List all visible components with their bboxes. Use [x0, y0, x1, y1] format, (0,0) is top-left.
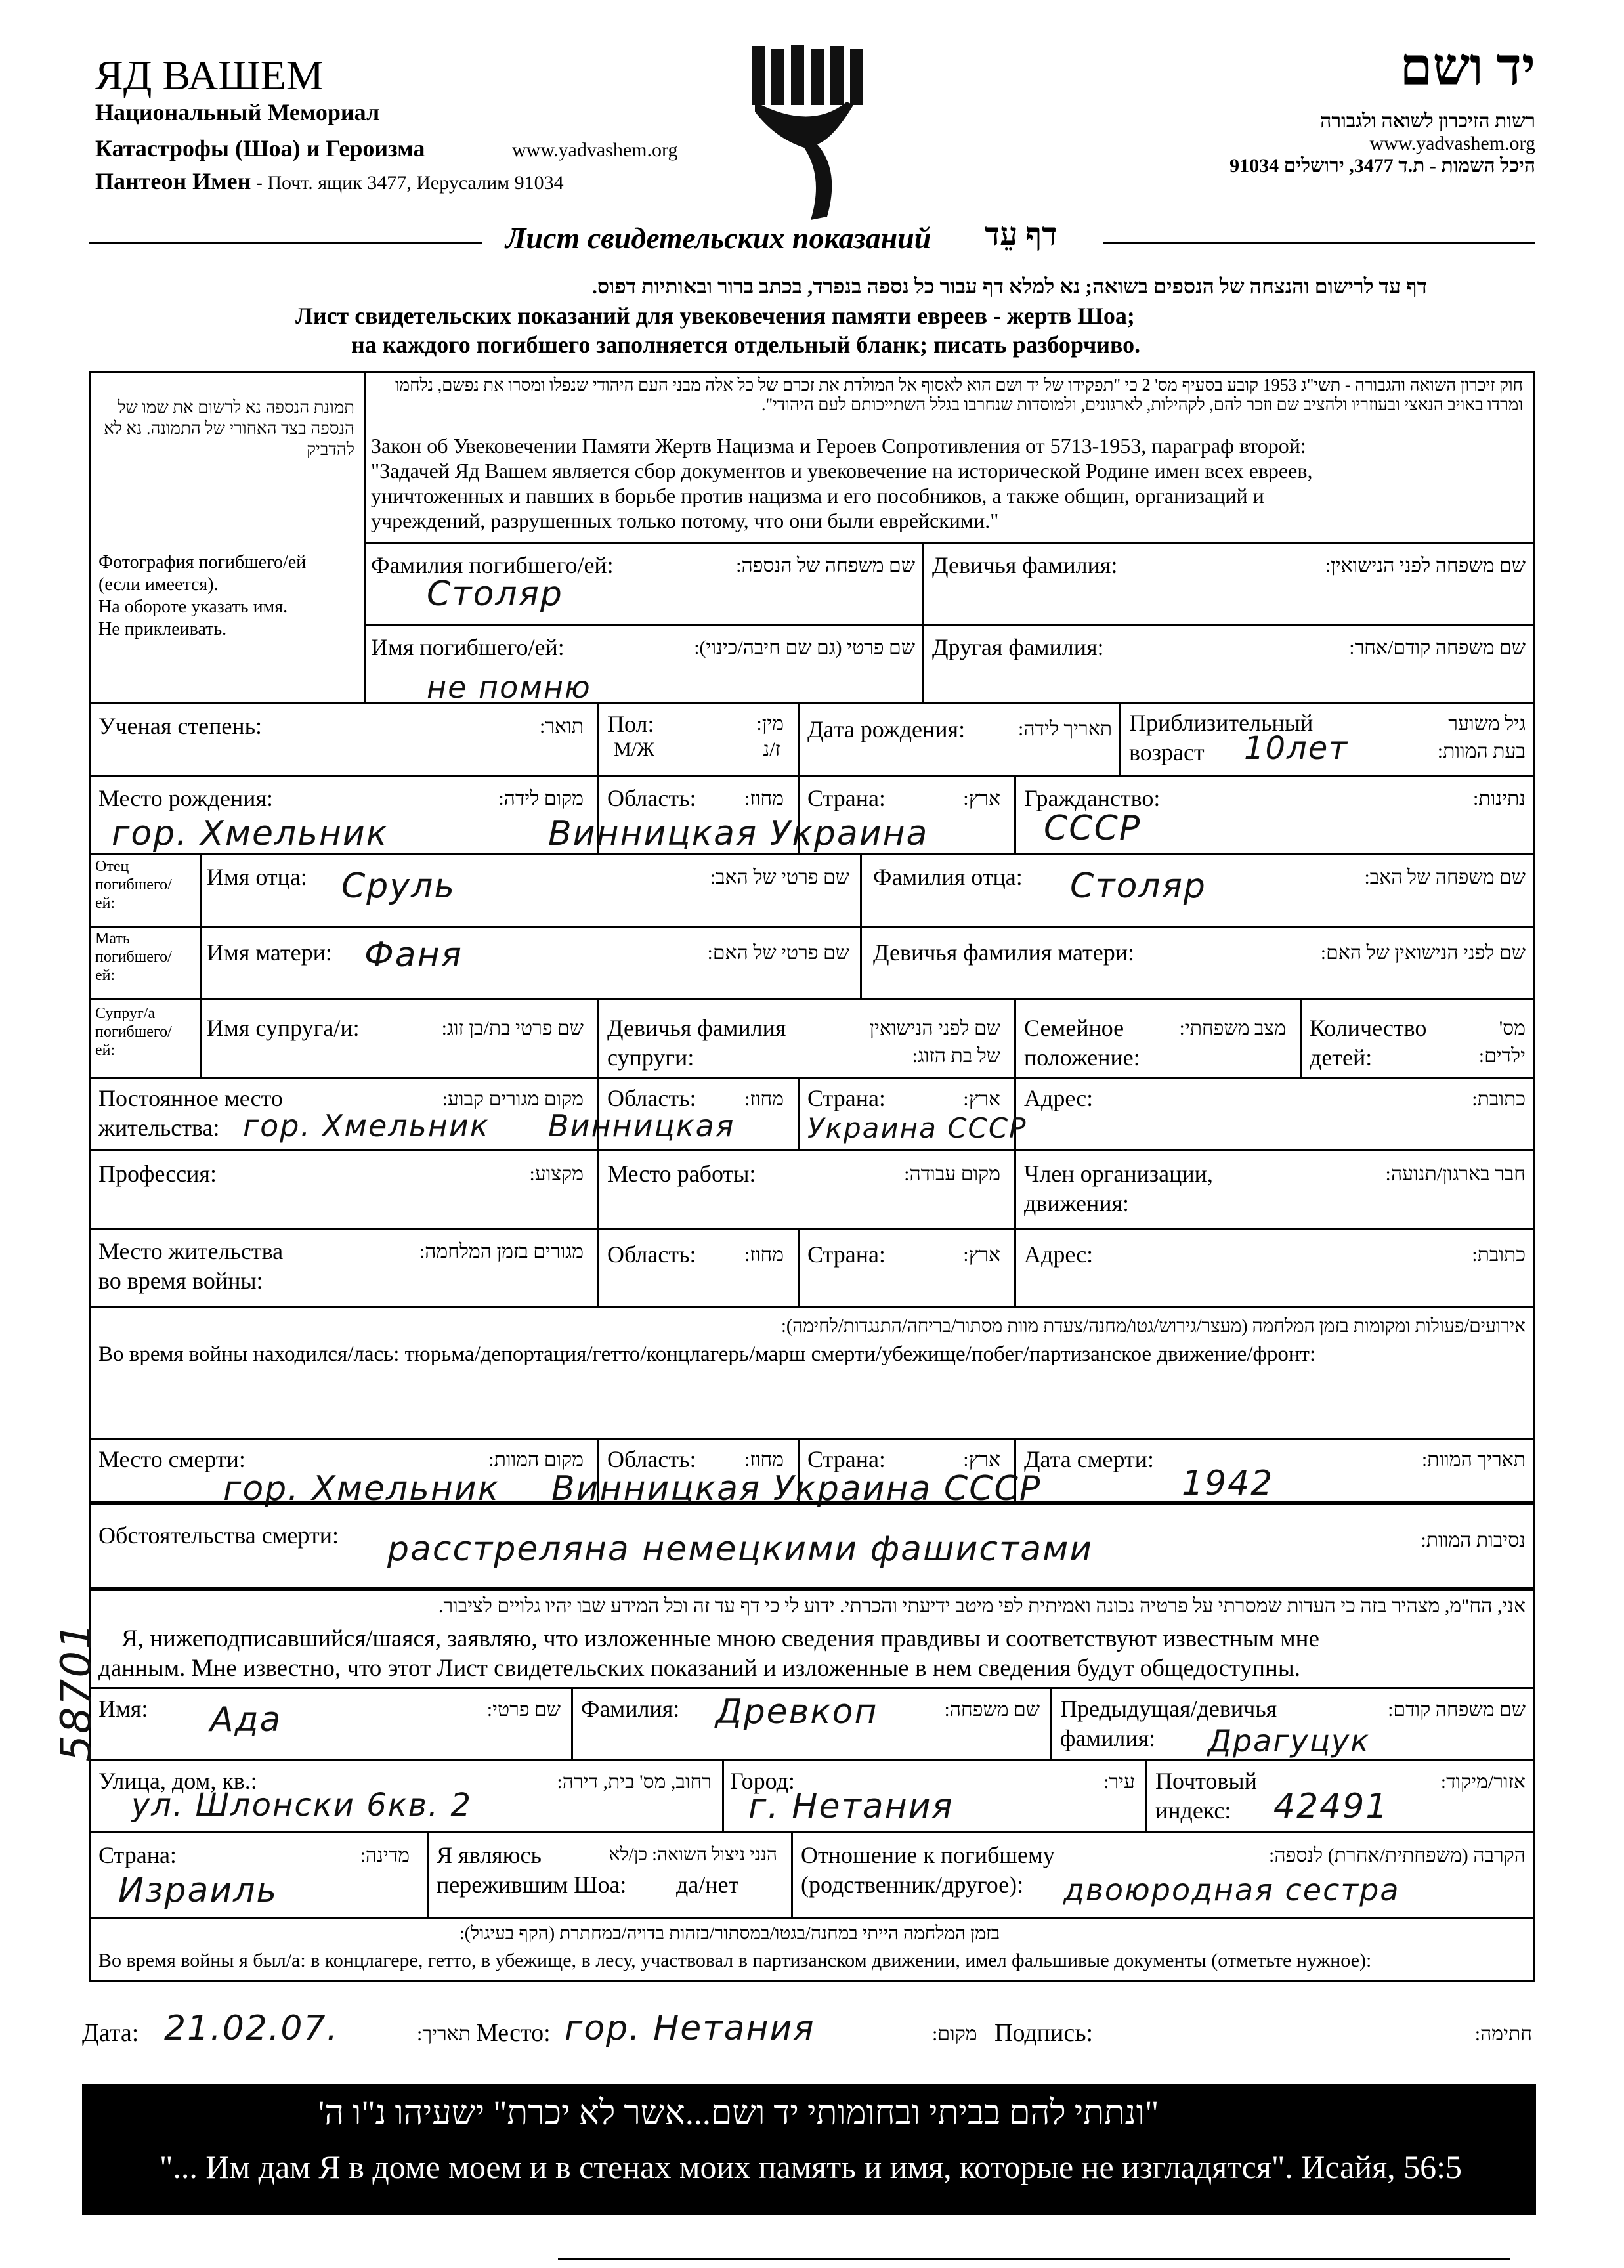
photo-instructions-ru	[98, 551, 306, 641]
marital-label-he: מצב משפחתי:	[1179, 1017, 1286, 1039]
row-line	[89, 926, 1535, 928]
birth-region-label-ru: Область:	[607, 785, 696, 811]
ru-header-line1: Национальный Мемориал	[95, 99, 380, 125]
deathdate-label-he: תאריך המוות:	[1421, 1449, 1526, 1470]
ru-header-line3	[95, 167, 564, 195]
firstname-label-he: שם פרטי (גם שם חיבה/כינוי):	[694, 637, 915, 658]
title-rule-left	[89, 242, 482, 244]
profession-label-he: מקצוע:	[529, 1163, 584, 1185]
circumstances-label-ru: Обстоятельства смерти:	[98, 1522, 339, 1549]
residence-region-label-ru: Область:	[607, 1085, 696, 1111]
spouse-maiden-label-ru2: супруги:	[607, 1044, 694, 1071]
col-line	[427, 1831, 429, 1917]
witness-surname-label-ru: Фамилия:	[581, 1696, 680, 1722]
row-line	[89, 1077, 1535, 1079]
residence-region-label-he: מחוז:	[744, 1088, 784, 1110]
law-ru-3: учреждений, разрушенных только потому, что они были еврейскими."	[371, 509, 999, 532]
birth-country-label-ru: Страна:	[807, 785, 886, 811]
col-line	[791, 1831, 793, 1917]
surname-label-he: שם משפחה של הנספה:	[736, 555, 915, 576]
instructions-ru-2: на каждого погибшего заполняется отдельный бланк; писать разборчиво.	[351, 332, 1141, 358]
ru-header-line2: Катастрофы (Шоа) и Героизма	[95, 135, 425, 161]
photo-ru-2: (если имеется).	[98, 574, 219, 595]
row-line	[89, 1438, 1535, 1440]
col-line	[1050, 1687, 1052, 1759]
ru-header-website: www.yadvashem.org	[512, 139, 678, 161]
mother-maiden-label-he: שם לפני הנישואין של האם:	[1320, 942, 1526, 964]
war-region-label-he: מחוז:	[744, 1244, 784, 1266]
maiden-label-he: שם משפחה לפני הנישואין:	[1325, 555, 1526, 576]
col-line	[1014, 998, 1016, 1077]
side-number: 58701	[52, 1621, 101, 1762]
row-line	[89, 775, 1535, 777]
he-header-line1: רשות הזיכרון לשואה ולגבורה	[1320, 110, 1535, 132]
witness-prev-label-he: שם משפחה קודם:	[1388, 1699, 1526, 1721]
witness-surname-label-he: שם משפחה:	[944, 1699, 1040, 1721]
birthplace-label-ru: Место рождения:	[98, 785, 274, 811]
col-line	[597, 702, 599, 775]
deathdate-value[interactable]: 1942	[1182, 1464, 1274, 1503]
signature-label-he: חתימה:	[1474, 2023, 1532, 2045]
residence-region-value[interactable]: Винницкая	[548, 1108, 735, 1144]
ru-header-pantheon: Пантеон Имен	[95, 168, 251, 194]
war-country-label-ru: Страна:	[807, 1241, 886, 1268]
residence-country-label-ru: Страна:	[807, 1085, 886, 1111]
death-region-label-he: מחוז:	[744, 1449, 784, 1470]
witness-country-label-ru: Страна:	[98, 1842, 177, 1868]
war-address-label-he: כתובת:	[1472, 1244, 1526, 1266]
father-name-label-ru: Имя отца:	[207, 864, 307, 890]
spouse-name-label-he: שם פרטי בת/בן זוג:	[441, 1017, 584, 1039]
col-line	[597, 998, 599, 1077]
deathplace-label-ru: Место смерти:	[98, 1446, 246, 1472]
birthplace-label-he: מקום לידה:	[498, 788, 584, 809]
row-line	[89, 702, 1535, 704]
footer-quote-ru: "... Им дам Я в доме моем и в стенах моих память и имя, которые не изгладятся". Исайя, 56:5	[159, 2149, 1463, 2185]
residence-label-he: מקום מגורים קבוע:	[442, 1088, 584, 1110]
citizenship-label-he: נתינות:	[1473, 788, 1526, 809]
spouse-side-label: Супруг/а погибшего/ ей:	[95, 1005, 172, 1059]
photo-divider	[364, 371, 366, 702]
war-address-label-ru: Адрес:	[1024, 1241, 1094, 1268]
other-surname-label-ru: Другая фамилия:	[932, 634, 1104, 660]
witness-prev-value[interactable]: Драгуцук	[1208, 1723, 1371, 1759]
dob-label-he: תאריך לידה:	[1017, 718, 1112, 740]
he-header-website: www.yadvashem.org	[1369, 133, 1535, 154]
residence-label-ru2: жительства:	[98, 1115, 220, 1141]
war-residence-label-ru1: Место жительства	[98, 1238, 284, 1264]
father-surname-label-ru: Фамилия отца:	[873, 864, 1023, 890]
father-name-value[interactable]: Сруль	[341, 867, 456, 906]
col-line	[200, 853, 202, 1077]
witness-country-value[interactable]: Израиль	[118, 1871, 278, 1910]
col-line	[798, 1228, 800, 1306]
surname-label-ru: Фамилия погибшего/ей:	[371, 552, 614, 578]
place-label-he: מקום:	[932, 2023, 977, 2045]
row-line	[89, 1149, 1535, 1151]
degree-label-ru: Ученая степень:	[98, 713, 262, 739]
father-surname-label-he: שם משפחה של האב:	[1364, 867, 1526, 888]
other-surname-label-he: שם משפחה קודם/אחר:	[1349, 637, 1526, 658]
marital-label-ru1: Семейное	[1024, 1015, 1124, 1041]
witness-street-label-he: רחוב, מס' בית, דירה:	[557, 1771, 712, 1793]
witness-name-label-ru: Имя:	[98, 1696, 148, 1722]
member-label-ru2: движения:	[1024, 1190, 1130, 1216]
photo-instructions-he: תמונת הנספה נא לרשום את שמו של הנספה בצד האחורי של התמונה. נא לא להדביק	[104, 398, 354, 459]
col-line	[1145, 1759, 1147, 1831]
war-events-label-ru: Во время войны находился/лась: тюрьма/депортация/гетто/концлагерь/марш смерти/убежище/побег/партизанское движение/фронт:	[98, 1342, 1316, 1366]
row-line	[89, 1831, 1535, 1833]
workplace-label-ru: Место работы:	[607, 1161, 756, 1187]
row-line	[89, 853, 1535, 855]
address-label-ru: Адрес:	[1024, 1085, 1094, 1111]
title-rule-right	[1103, 242, 1535, 244]
age-label-he2: בעת המוות:	[1437, 740, 1526, 762]
photo-ru-4: Не приклеивать.	[98, 619, 227, 639]
form-title-he: דף עֵד	[985, 217, 1058, 252]
profession-label-ru: Профессия:	[98, 1161, 217, 1187]
form-title-ru: Лист свидетельских показаний	[505, 221, 931, 255]
row-line	[89, 1759, 1535, 1761]
law-ru-2: уничтоженных и павших в борьбе против нацизма и его пособников, а также общин, организаций и	[371, 484, 1264, 507]
col-line	[571, 1687, 573, 1759]
age-label-he1: גיל משוער	[1448, 713, 1526, 735]
war-residence-label-ru2: во время войны:	[98, 1268, 263, 1294]
law-ru-intro: Закон об Увековечении Памяти Жертв Нацизма и Героев Сопротивления от 5713-1953, параграф второй:	[371, 434, 1306, 458]
children-label-ru1: Количество	[1310, 1015, 1427, 1041]
law-ru-1: "Задачей Яд Вашем является сбор документов и увековечение на исторической Родине имен всех евреев,	[371, 459, 1313, 482]
maiden-label-ru: Девичья фамилия:	[932, 552, 1118, 578]
ru-header-address: - Почт. ящик 3477, Иерусалим 91034	[251, 172, 564, 194]
marital-label-ru2: положение:	[1024, 1044, 1140, 1071]
photo-ru-1: Фотография погибшего/ей	[98, 552, 307, 572]
mother-side-label: Мать погибшего/ ей:	[95, 930, 172, 984]
footer-code: 2006/07	[1510, 2093, 1534, 2166]
col-line	[1014, 1077, 1016, 1306]
survivor-label-ru2: пережившим Шоа:	[437, 1872, 627, 1898]
date-label-ru: Дата:	[82, 2019, 139, 2047]
declaration-he: אני, הח"מ, מצהיר בזה כי העדות שמסרתי על פרטיה נכונה ואמיתית לפי מיטב ידיעתי והכרתי. ידוע לי כי דף עד זה וכל המידע שבו יהיו גלויים לציבור.	[438, 1595, 1526, 1617]
he-header-title: יד ושם	[1400, 39, 1535, 96]
deathdate-label-ru: Дата смерти:	[1024, 1446, 1155, 1472]
relation-value[interactable]: двоюродная сестра	[1063, 1872, 1400, 1908]
witness-prev-label-ru1: Предыдущая/девичья	[1060, 1696, 1277, 1722]
col-line	[1014, 775, 1016, 853]
declaration-ru-1: Я, нижеподписавшийся/шаяся, заявляю, что изложенные мною сведения правдивы и соответствуют известным мне	[121, 1625, 1319, 1652]
relation-label-he: הקרבה (משפחתית/אחרת) לנספה:	[1269, 1845, 1526, 1866]
bottom-rule	[558, 2258, 1510, 2260]
member-label-ru1: Член организации,	[1024, 1161, 1213, 1187]
declaration-ru-2: данным. Мне известно, что этот Лист свидетельских показаний и изложенные в нем сведения будут общедоступны.	[98, 1655, 1300, 1682]
children-label-he1: מס'	[1499, 1017, 1526, 1039]
row-line	[89, 998, 1535, 1000]
spouse-maiden-label-he2: של בת הזוג:	[912, 1045, 1000, 1067]
citizenship-label-ru: Гражданство:	[1024, 785, 1161, 811]
col-line	[798, 702, 800, 775]
father-side-label: Отец погибшего/ ей:	[95, 858, 172, 912]
birthplace-value[interactable]: гор. Хмельник	[112, 814, 389, 853]
yad-vashem-logo	[748, 39, 873, 226]
witness-name-label-he: שם פרטי:	[486, 1699, 561, 1721]
survivor-yes-no[interactable]: да/нет	[676, 1872, 739, 1898]
death-country-label-he: ארץ:	[963, 1449, 1000, 1470]
instructions-ru-1: Лист свидетельских показаний для увековечения памяти евреев - жертв Шоа;	[295, 303, 1135, 329]
death-region-country-value[interactable]: Винницкая Украина СССР	[551, 1469, 1042, 1508]
deathplace-label-he: מקום המוות:	[488, 1449, 584, 1470]
spouse-maiden-label-he1: שם לפני הנישואין	[869, 1017, 1000, 1039]
firstname-value[interactable]: не помню	[427, 670, 591, 705]
citizenship-value[interactable]: СССР	[1044, 809, 1142, 848]
firstname-label-ru: Имя погибшего/ей:	[371, 634, 565, 660]
dob-label-ru: Дата рождения:	[807, 716, 966, 742]
row-line	[89, 1917, 1535, 1919]
law-text-ru	[371, 433, 1526, 533]
col-line	[1300, 998, 1302, 1077]
war-country-label-he: ארץ:	[963, 1244, 1000, 1266]
date-label-he: תאריך:	[417, 2023, 471, 2045]
circumstances-label-he: נסיבות המוות:	[1421, 1530, 1526, 1551]
member-label-he: חבר בארגון/תנועה:	[1385, 1163, 1526, 1185]
witness-city-label-ru: Город:	[730, 1768, 795, 1794]
mother-name-value[interactable]: Фаня	[364, 935, 463, 975]
children-label-he2: ילדים:	[1478, 1045, 1526, 1067]
birth-region-country-value[interactable]: Винницкая Украина	[548, 814, 929, 853]
war-region-label-ru: Область:	[607, 1241, 696, 1268]
during-war-ru: Во время войны я был/а: в концлагере, гетто, в убежище, в лесу, участвовал в партизанском движении, имел фальшивые документы (отметьте нужное):	[98, 1950, 1372, 1971]
father-name-label-he: שם פרטי של האב:	[710, 867, 849, 888]
relation-label-ru2: (родственник/другое):	[801, 1872, 1024, 1898]
row-line	[89, 1306, 1535, 1308]
sex-label-ru: Пол:	[607, 711, 654, 737]
war-events-label-he: אירועים/פעולות ומקומות בזמן המלחמה (מעצר/גירוש/גטו/מחנה/צעדת מוות מסתור/בריחה/התנגדות/לחימה):	[781, 1316, 1526, 1337]
law-text-he: חוק זיכרון השואה והגבורה - תשי"ג 1953 קובע בסעיף מס' 2 כי "תפקידו של יד ושם הוא לאסוף אל המולדת את זכרם של כל אלה מבני העם היהודי שנפלו ומסרו את נפשם, נלחמו ומרדו באויב הנאצי ובעוזריו ולהציב שם וזכר להם, לקהילות, לארגונים, ולמוסדות שנחרבו בגלל השתייכותם לעם היהודי".	[395, 375, 1523, 414]
deathplace-value[interactable]: гор. Хмельник	[223, 1469, 500, 1508]
place-value[interactable]: гор. Нетания	[565, 2009, 815, 2048]
witness-zip-label-he: אזור/מיקוד:	[1440, 1771, 1526, 1793]
relation-label-ru1: Отношение к погибшему	[801, 1842, 1055, 1868]
during-war-he: בזמן המלחמה הייתי במחנה/בגטו/במסתור/בזהות בדויה/במחתרת (הקף בעיגול):	[459, 1923, 1000, 1944]
witness-street-value[interactable]: ул. Шлонски 6кв. 2	[131, 1787, 473, 1824]
witness-zip-label-ru2: индекс:	[1155, 1797, 1231, 1824]
col-line	[1119, 702, 1121, 775]
residence-label-ru1: Постоянное место	[98, 1085, 283, 1111]
witness-surname-value[interactable]: Древкоп	[716, 1692, 878, 1732]
sex-options-he: ז/נ	[763, 738, 780, 760]
signature-label-ru: Подпись:	[994, 2019, 1094, 2047]
row-line	[89, 1687, 1535, 1689]
mother-maiden-label-ru: Девичья фамилия матери:	[873, 939, 1135, 966]
row-line	[364, 624, 1535, 626]
residence-city-value[interactable]: гор. Хмельник	[243, 1108, 490, 1144]
witness-street-label-ru: Улица, дом, кв.:	[98, 1768, 257, 1794]
witness-city-label-he: עיר:	[1103, 1771, 1135, 1793]
witness-name-value[interactable]: Ада	[210, 1700, 282, 1740]
age-label-ru2: возраст	[1129, 739, 1205, 765]
col-line	[798, 1077, 800, 1149]
birth-country-label-he: ארץ:	[963, 788, 1000, 809]
address-label-he: כתובת:	[1472, 1088, 1526, 1110]
sex-options-ru: М/Ж	[614, 738, 654, 760]
death-region-label-ru: Область:	[607, 1446, 696, 1472]
he-header-line2: היכל השמות - ת.ד 3477, ירושלים 91034	[1229, 155, 1535, 177]
footer-quote-he: "ונתתי להם בביתי ובחומותי יד ושם...אשר לא יכרת" ישעיהו נ"ו ה'	[318, 2095, 1159, 2132]
instructions-he: דף עד לרישום והנצחה של הנספים בשואה; נא למלא דף עבור כל נספה בנפרד, בכתב ברור ובאותיות דפוס.	[591, 274, 1427, 298]
date-value[interactable]: 21.02.07.	[164, 2009, 339, 2048]
birth-region-label-he: מחוז:	[744, 788, 784, 809]
witness-zip-label-ru1: Почтовый	[1155, 1768, 1257, 1794]
witness-city-value[interactable]: г. Нетания	[748, 1787, 954, 1826]
residence-country-label-he: ארץ:	[963, 1088, 1000, 1110]
residence-country-value[interactable]: Украина СССР	[807, 1112, 1027, 1144]
age-value[interactable]: 10лет	[1244, 730, 1349, 767]
survivor-label-ru1: Я являюсь	[437, 1842, 542, 1868]
col-line	[922, 542, 924, 702]
children-label-ru2: детей:	[1310, 1044, 1373, 1071]
witness-country-label-he: מדינה:	[360, 1845, 410, 1866]
father-surname-value[interactable]: Столяр	[1070, 867, 1207, 906]
place-label-ru: Место:	[476, 2019, 551, 2047]
row-line	[364, 542, 1535, 544]
degree-label-he: תואר:	[539, 716, 584, 737]
spouse-maiden-label-ru1: Девичья фамилия	[607, 1015, 786, 1041]
mother-name-label-ru: Имя матери:	[207, 939, 332, 966]
row-line	[89, 1228, 1535, 1230]
age-label-ru1: Приблизительный	[1129, 710, 1314, 736]
sex-label-he: מין:	[756, 713, 784, 735]
circumstances-value[interactable]: расстреляна немецкими фашистами	[387, 1530, 1094, 1569]
death-country-label-ru: Страна:	[807, 1446, 886, 1472]
col-line	[722, 1759, 724, 1831]
photo-ru-3: На обороте указать имя.	[98, 597, 288, 617]
ru-header-title: ЯД ВАШЕМ	[95, 52, 324, 98]
spouse-name-label-ru: Имя супруга/и:	[207, 1015, 360, 1041]
witness-prev-label-ru2: фамилия:	[1060, 1725, 1156, 1751]
war-residence-label-he: מגורים בזמן המלחמה:	[419, 1241, 584, 1262]
witness-zip-value[interactable]: 42491	[1273, 1787, 1389, 1826]
workplace-label-he: מקום עבודה:	[904, 1163, 1000, 1185]
mother-name-label-he: שם פרטי של האם:	[707, 942, 849, 964]
survivor-label-he: הנני ניצול השואה: כן/לא	[609, 1845, 777, 1865]
surname-value[interactable]: Столяр	[427, 574, 563, 614]
